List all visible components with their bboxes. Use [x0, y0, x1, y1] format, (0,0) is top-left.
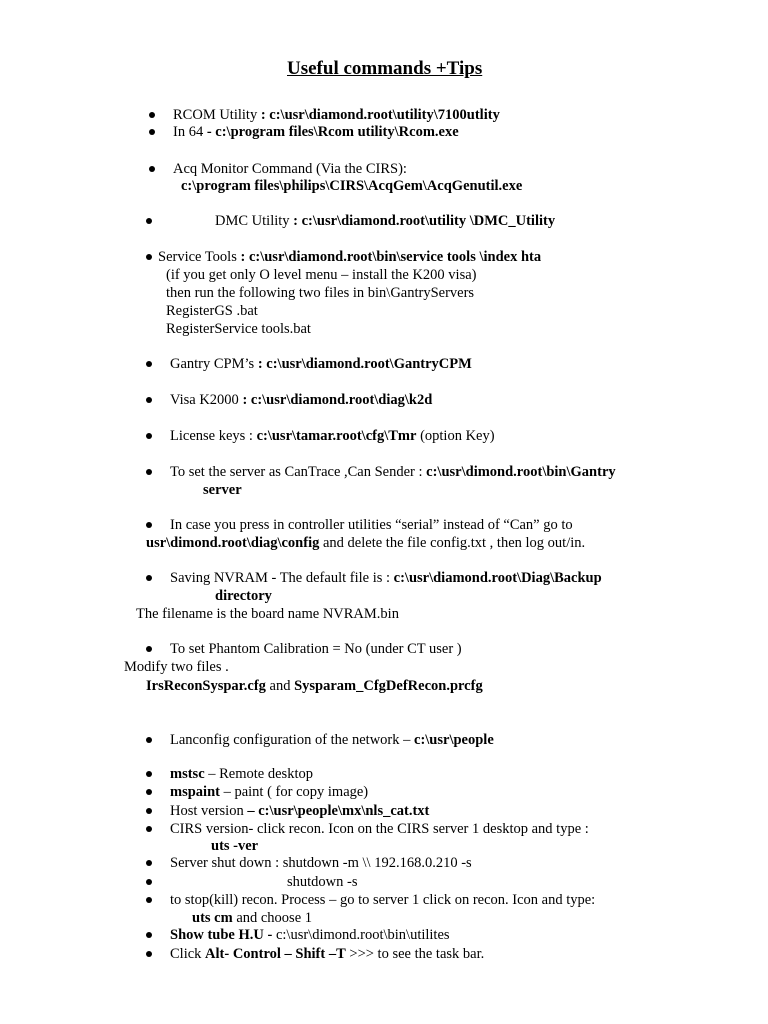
- cantrace-path2: server: [203, 482, 242, 498]
- in64-line: [173, 123, 459, 141]
- acq-path: c:\program files\philips\CIRS\AcqGem\AcqGenutil.exe: [181, 178, 523, 194]
- serial-line1: In case you press in controller utilities “serial” instead of “Can” go to: [170, 517, 573, 533]
- bullet: [146, 397, 152, 403]
- stop-cmd: uts cm: [192, 910, 233, 926]
- service-line: [158, 248, 541, 266]
- serial-path: usr\dimond.root\diag\config: [146, 535, 320, 551]
- cantrace-path: c:\usr\dimond.root\bin\Gantry: [426, 464, 616, 480]
- cantrace-label: To set the server as CanTrace ,Can Sender :: [170, 464, 427, 480]
- license-path: c:\usr\tamar.root\cfg\Tmr: [256, 428, 417, 444]
- mspaint-line: [170, 783, 368, 801]
- tube-path: c:\usr\dimond.root\bin\utilites: [275, 927, 450, 943]
- acq-label: Acq Monitor Command (Via the CIRS):: [173, 161, 407, 177]
- host-label: Host version: [170, 803, 248, 819]
- gantry-line: [170, 355, 472, 373]
- service-note3: RegisterGS .bat: [166, 303, 258, 319]
- service-label: Service Tools: [158, 249, 241, 265]
- rcom-path: : c:\usr\diamond.root\utility\7100utlity: [260, 107, 500, 123]
- bullet: [149, 129, 155, 135]
- bullet: [146, 826, 152, 832]
- bullet: [146, 469, 152, 475]
- tube-label: Show tube H.U -: [170, 927, 276, 943]
- bullet: [146, 789, 152, 795]
- visa-label: Visa K2000: [170, 392, 243, 408]
- stop-line1: to stop(kill) recon. Process – go to server 1 click on recon. Icon and type:: [170, 892, 596, 908]
- dmc-path: : c:\usr\diamond.root\utility \DMC_Utility: [293, 213, 556, 229]
- bullet: [146, 737, 152, 743]
- nvram-path2: directory: [215, 588, 272, 604]
- bullet: [146, 951, 152, 957]
- bullet: [146, 897, 152, 903]
- serial-rest: and delete the file config.txt , then log out/in.: [319, 535, 586, 551]
- click-keys: Alt- Control – Shift –T: [205, 946, 346, 962]
- bullet: [146, 575, 152, 581]
- lanconfig-label: Lanconfig configuration of the network –: [170, 732, 415, 748]
- nvram-note: The filename is the board name NVRAM.bin: [136, 606, 399, 622]
- nvram-label: Saving NVRAM - The default file is :: [170, 570, 394, 586]
- visa-path: : c:\usr\diamond.root\diag\k2d: [242, 392, 433, 408]
- cirs-line: CIRS version- click recon. Icon on the CIRS server 1 desktop and type :: [170, 821, 589, 837]
- bullet: [146, 218, 152, 224]
- mstsc-line: [170, 765, 313, 783]
- service-note4: RegisterService tools.bat: [166, 321, 311, 337]
- click-post: >>> to see the task bar.: [345, 946, 485, 962]
- bullet: [149, 112, 155, 118]
- mspaint-desc: – paint ( for copy image): [219, 784, 369, 800]
- phantom-line2: Modify two files .: [124, 659, 229, 675]
- bullet: [146, 879, 152, 885]
- service-path: : c:\usr\diamond.root\bin\service tools \index hta: [240, 249, 542, 265]
- bullet: [146, 254, 152, 260]
- dmc-label: DMC Utility: [215, 213, 294, 229]
- cirs-cmd: uts -ver: [211, 838, 259, 854]
- bullet: [146, 932, 152, 938]
- bullet: [146, 361, 152, 367]
- mspaint-cmd: mspaint: [170, 784, 220, 800]
- mstsc-desc: – Remote desktop: [204, 766, 313, 782]
- serial-line2: [146, 534, 585, 552]
- rcom-line: [173, 106, 500, 124]
- bullet: [149, 166, 155, 172]
- phantom-line1: To set Phantom Calibration = No (under CT user ): [170, 641, 462, 657]
- service-note2: then run the following two files in bin\GantryServers: [166, 285, 475, 301]
- phantom-files: [146, 677, 483, 695]
- gantry-path: : c:\usr\diamond.root\GantryCPM: [257, 356, 472, 372]
- stop-line2: [192, 909, 312, 927]
- shutdown-line2: shutdown -s: [287, 874, 358, 890]
- service-note1: (if you get only O level menu – install the K200 visa): [166, 267, 477, 283]
- bullet: [146, 646, 152, 652]
- license-label: License keys :: [170, 428, 257, 444]
- phantom-file1: IrsReconSyspar.cfg: [146, 678, 266, 694]
- cantrace-line: [170, 463, 616, 481]
- host-path: – c:\usr\people\mx\nls_cat.txt: [247, 803, 430, 819]
- in64-label: In 64: [173, 124, 207, 140]
- bullet: [146, 860, 152, 866]
- license-suffix: (option Key): [416, 428, 495, 444]
- click-pre: Click: [170, 946, 206, 962]
- gantry-label: Gantry CPM’s: [170, 356, 258, 372]
- click-line: [170, 945, 484, 963]
- shutdown-line1: Server shut down : shutdown -m \\ 192.168.0.210 -s: [170, 855, 472, 871]
- bullet: [146, 808, 152, 814]
- rcom-label: RCOM Utility: [173, 107, 261, 123]
- license-line: [170, 427, 495, 445]
- host-line: [170, 802, 429, 820]
- nvram-path: c:\usr\diamond.root\Diag\Backup: [393, 570, 602, 586]
- nvram-line: [170, 569, 602, 587]
- bullet: [146, 433, 152, 439]
- visa-line: [170, 391, 432, 409]
- mstsc-cmd: mstsc: [170, 766, 205, 782]
- in64-path: - c:\program files\Rcom utility\Rcom.exe: [206, 124, 459, 140]
- page-title: Useful commands +Tips: [287, 58, 483, 79]
- phantom-and: and: [265, 678, 295, 694]
- bullet: [146, 522, 152, 528]
- bullet: [146, 771, 152, 777]
- lanconfig-line: [170, 731, 494, 749]
- dmc-line: [215, 212, 555, 230]
- phantom-file2: Sysparam_CfgDefRecon.prcfg: [294, 678, 483, 694]
- lanconfig-path: c:\usr\people: [414, 732, 494, 748]
- stop-rest: and choose 1: [232, 910, 313, 926]
- tube-line: [170, 926, 450, 944]
